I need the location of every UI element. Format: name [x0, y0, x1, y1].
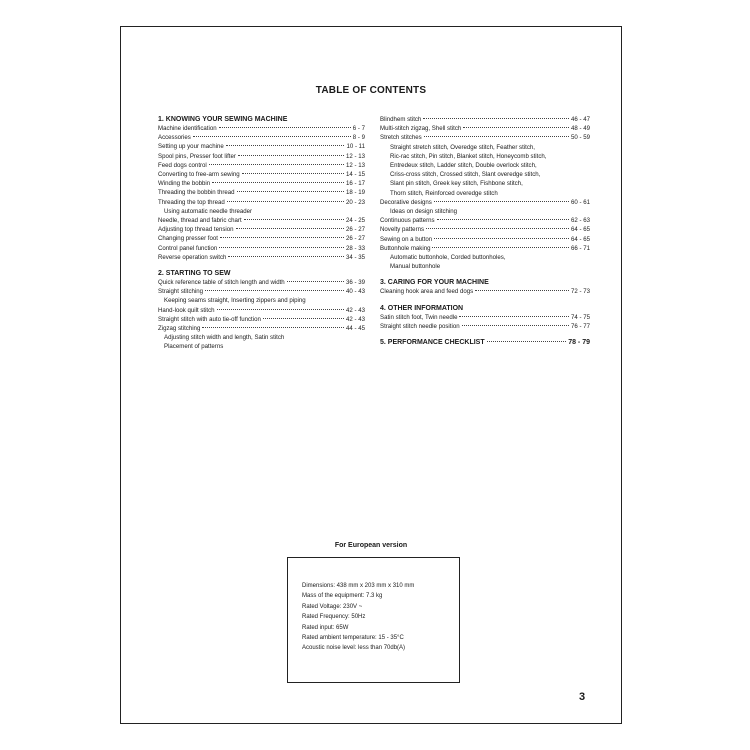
dotted-leader [432, 247, 569, 248]
toc-entry [158, 216, 365, 225]
dotted-leader [459, 316, 569, 317]
toc-subtopics: Manual buttonhole [390, 263, 441, 271]
entry-title: 5. PERFORMANCE CHECKLIST [380, 339, 485, 347]
toc-subtopics: Thorn stitch, Reinforced overedge stitch [390, 189, 498, 197]
entry-pages: 20 - 23 [346, 198, 365, 206]
entry-pages: 72 - 73 [571, 288, 590, 296]
manual-page [120, 26, 622, 724]
toc-entry [158, 306, 365, 315]
section-heading: 2. STARTING TO SEW [158, 270, 231, 278]
section-gap [380, 331, 590, 338]
toc-entry [380, 198, 590, 207]
toc-entry [380, 322, 590, 331]
toc-entry [380, 133, 590, 142]
entry-pages: 36 - 39 [346, 279, 365, 287]
entry-pages: 10 - 11 [346, 143, 365, 151]
entry-title: Threading the bobbin thread [158, 189, 235, 197]
dotted-leader [226, 145, 345, 146]
entry-pages: 76 - 77 [571, 322, 590, 330]
dotted-leader [236, 228, 344, 229]
toc-entry [158, 179, 365, 188]
entry-title: Winding the bobbin [158, 180, 211, 188]
toc-subtopics: Slant pin stitch, Greek key stitch, Fishbone stitch, [390, 180, 523, 188]
toc-entry [380, 235, 590, 244]
toc-left-column [158, 115, 365, 352]
toc-entry [158, 188, 365, 197]
entry-title: Continuous patterns [380, 217, 435, 225]
entry-pages: 42 - 43 [346, 306, 365, 314]
european-version-title: For European version [334, 542, 408, 549]
entry-title: Setting up your machine [158, 143, 224, 151]
entry-title: Novelty patterns [380, 226, 425, 234]
toc-subtopics: Entredeux stitch, Ladder stitch, Double overlock stitch, [390, 162, 537, 170]
dotted-leader [434, 238, 569, 239]
dotted-leader [193, 136, 351, 137]
entry-pages: 8 - 9 [352, 134, 365, 142]
dotted-leader [244, 219, 344, 220]
toc-entry [158, 234, 365, 243]
toc-entry [158, 278, 365, 287]
entry-pages: 66 - 71 [571, 244, 590, 252]
dotted-leader [227, 201, 344, 202]
entry-title: Multi-stitch zigzag, Shell stitch [380, 125, 462, 133]
toc-entry [158, 225, 365, 234]
toc-entry [158, 152, 365, 161]
entry-title: Straight stitch needle position [380, 322, 460, 330]
dotted-leader [475, 290, 569, 291]
entry-pages: 26 - 27 [346, 235, 365, 243]
toc-entry [158, 198, 365, 207]
entry-title: Stretch stitches [380, 134, 422, 142]
toc-entry [158, 315, 365, 324]
toc-entry [158, 161, 365, 170]
entry-pages: 64 - 65 [571, 235, 590, 243]
entry-title: Decorative designs [380, 198, 432, 206]
entry-title: Hand-look quilt stitch [158, 306, 215, 314]
entry-pages: 12 - 13 [346, 152, 365, 160]
toc-entry [158, 244, 365, 253]
page-number: 3 [579, 691, 586, 703]
spec-line: Rated Frequency: 50Hz [302, 614, 366, 621]
european-specs-box [287, 557, 460, 683]
toc-entry [158, 253, 365, 262]
spec-line: Rated ambient temperature: 15 - 35°C [302, 635, 404, 642]
section-heading: 4. OTHER INFORMATION [380, 304, 464, 312]
toc-entry [380, 313, 590, 322]
entry-pages: 78 - 79 [568, 339, 590, 347]
entry-pages: 42 - 43 [346, 315, 365, 323]
dotted-leader [209, 164, 344, 165]
dotted-leader [437, 219, 569, 220]
section-heading: 1. KNOWING YOUR SEWING MACHINE [158, 116, 288, 123]
dotted-leader [242, 173, 344, 174]
dotted-leader [202, 327, 344, 328]
entry-title: Spool pins, Presser foot lifter [158, 152, 236, 160]
entry-title: Adjusting top thread tension [158, 226, 234, 234]
entry-pages: 50 - 59 [571, 134, 590, 142]
toc-subtopics: Automatic buttonhole, Corded buttonholes, [390, 254, 506, 262]
toc-subtopics: Keeping seams straight, Inserting zippers and piping [164, 297, 306, 305]
entry-pages: 26 - 27 [346, 226, 365, 234]
dotted-leader [423, 118, 569, 119]
toc-entry [380, 115, 590, 124]
section-heading-entry [380, 338, 590, 347]
entry-pages: 34 - 35 [346, 253, 365, 261]
entry-pages: 64 - 65 [571, 226, 590, 234]
section-gap [158, 262, 365, 269]
section-heading: 3. CARING FOR YOUR MACHINE [380, 279, 489, 287]
toc-entry [158, 287, 365, 296]
entry-pages: 16 - 17 [346, 180, 365, 188]
dotted-leader [237, 191, 344, 192]
toc-entry [380, 124, 590, 133]
entry-pages: 62 - 63 [571, 217, 590, 225]
entry-title: Control panel function [158, 244, 218, 252]
spec-line: Dimensions: 438 mm x 203 mm x 310 mm [302, 583, 415, 589]
entry-pages: 18 - 19 [346, 189, 365, 197]
dotted-leader [228, 256, 344, 257]
entry-title: Quick reference table of stitch length and width [158, 279, 285, 287]
dotted-leader [424, 136, 569, 137]
toc-entry [158, 133, 365, 142]
entry-title: Straight stitch with auto tie-off function [158, 315, 261, 323]
toc-subtopics: Ric-rac stitch, Pin stitch, Blanket stitch, Honeycomb stitch, [390, 152, 547, 160]
toc-entry [380, 244, 590, 253]
dotted-leader [426, 228, 569, 229]
entry-title: Buttonhole making [380, 244, 431, 252]
entry-title: Cleaning hook area and feed dogs [380, 288, 474, 296]
entry-pages: 14 - 15 [346, 171, 365, 179]
dotted-leader [434, 201, 569, 202]
dotted-leader [238, 155, 344, 156]
entry-pages: 28 - 33 [346, 244, 365, 252]
dotted-leader [219, 127, 351, 128]
spec-line: Acoustic noise level: less than 70db(A) [302, 645, 406, 652]
toc-right-column [380, 115, 590, 347]
entry-title: Straight stitching [158, 288, 204, 296]
toc-subtopics: Ideas on design stitching [390, 208, 458, 216]
toc-subtopics: Adjusting stitch width and length, Satin stitch [164, 334, 285, 342]
section-gap [380, 297, 590, 304]
toc-entry [158, 324, 365, 333]
entry-pages: 60 - 61 [571, 198, 590, 206]
spec-line: Mass of the equipment: 7.3 kg [302, 593, 383, 600]
entry-title: Sewing on a button [380, 235, 433, 243]
entry-title: Blindhem stitch [380, 116, 422, 123]
toc-entry [380, 287, 590, 296]
dotted-leader [205, 290, 344, 291]
entry-title: Needle, thread and fabric chart [158, 217, 242, 225]
entry-title: Reverse operation switch [158, 253, 227, 261]
toc-entry [158, 170, 365, 179]
entry-pages: 24 - 25 [346, 217, 365, 225]
toc-entry [380, 225, 590, 234]
entry-title: Zigzag stitching [158, 325, 201, 333]
page-title: TABLE OF CONTENTS [315, 85, 427, 96]
spec-line: Rated input: 65W [302, 624, 349, 631]
toc-subtopics: Using automatic needle threader [164, 207, 253, 215]
entry-pages: 44 - 45 [346, 325, 365, 333]
entry-title: Threading the top thread [158, 198, 225, 206]
toc-subtopics: Criss-cross stitch, Crossed stitch, Slant overedge stitch, [390, 171, 541, 179]
entry-pages: 12 - 13 [346, 161, 365, 169]
entry-title: Machine identification [158, 125, 217, 132]
dotted-leader [220, 237, 344, 238]
dotted-leader [212, 182, 344, 183]
entry-pages: 74 - 75 [571, 313, 590, 321]
toc-entry [158, 142, 365, 151]
dotted-leader [287, 281, 344, 282]
entry-pages: 6 - 7 [352, 125, 365, 132]
dotted-leader [263, 318, 344, 319]
entry-pages: 46 - 47 [571, 116, 590, 123]
toc-entry [380, 216, 590, 225]
entry-title: Changing presser foot [158, 235, 218, 243]
entry-pages: 40 - 43 [346, 288, 365, 296]
toc-entry [158, 124, 365, 133]
dotted-leader [487, 341, 567, 342]
entry-pages: 48 - 49 [571, 125, 590, 133]
toc-subtopics: Placement of patterns [164, 343, 224, 351]
dotted-leader [463, 127, 569, 128]
entry-title: Feed dogs control [158, 161, 207, 169]
dotted-leader [217, 309, 344, 310]
dotted-leader [462, 325, 569, 326]
toc-subtopics: Straight stretch stitch, Overedge stitch, Feather stitch, [390, 143, 535, 151]
entry-title: Satin stitch foot, Twin needle [380, 313, 458, 321]
section-gap [380, 271, 590, 278]
spec-line: Rated Voltage: 230V ~ [302, 603, 363, 610]
entry-title: Accessories [158, 134, 191, 142]
dotted-leader [219, 247, 344, 248]
entry-title: Converting to free-arm sewing [158, 171, 240, 179]
